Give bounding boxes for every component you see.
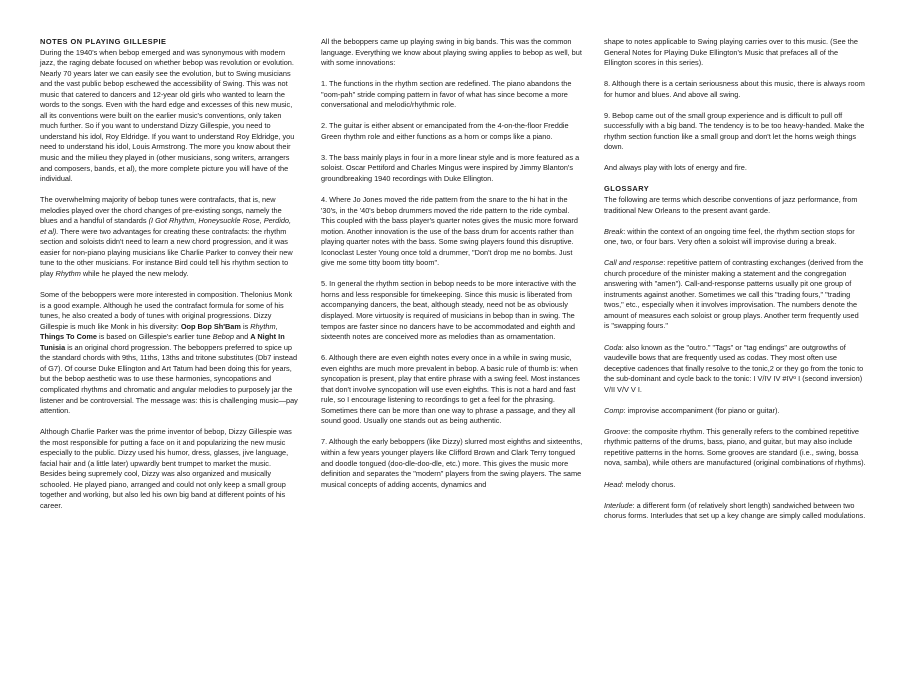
paragraph-contrafacts bbox=[40, 195, 298, 279]
glossary-definition: : within the context of an ongoing time feel, the rhythm section stops for one, two, or four bars. Very often a soloist will improvise during a break. bbox=[604, 226, 855, 247]
list-item-7-continued: shape to notes applicable to Swing playing carries over to this music. (See the General Notes for Playing Duke Ellington's Music that prefaces all of the Ellington scores in this series). bbox=[604, 37, 858, 68]
text-span: , bbox=[275, 321, 278, 331]
paragraph-parker: Although Charlie Parker was the prime inventor of bebop, Dizzy Gillespie was the most responsible for putting a face on it and popularizing the new music especially to the public. Dizzy used his humor, dress, glasses, jive language, facial hair and (a little later) upwardly bent trumpet to market the music. Besides being supremely cool, Dizzy was also organized and musically schooled. He played piano, arranged and could not only keep a small group together and working, but also led his own big band at different points of his career. bbox=[40, 427, 292, 510]
text-span: There were two advantages for creating these contrafacts: the rhythm section and soloists didn't need to learn a new chord progression, and it was easier for non-piano playing musicians like Charlie Parker to convey their new tune to the other musicians. For instance Bird could tell his rhythm section to play bbox=[40, 226, 293, 278]
glossary-term: Coda bbox=[604, 342, 622, 352]
glossary-term: Groove bbox=[604, 426, 629, 436]
list-item-3: 3. The bass mainly plays in four in a more linear style and is more featured as a soloist. Oscar Pettiford and Charles Mingus were inspired by Jimmy Blanton's groundbreaking 1940 recordings with Duke Ellington. bbox=[321, 152, 580, 183]
list-item-7: 7. Although the early beboppers (like Dizzy) slurred most eighths and sixteenths, within a few years younger players like Clifford Brown and Clark Terry tongued and doodle tongued (doo-dle-doo-dle, etc.) more. This gives the music more definition and separates the "modern" players from the swing players. The same musical concepts of adding accents, dynamics and bbox=[321, 437, 583, 489]
glossary-entry bbox=[604, 258, 866, 332]
song-title: Rhythm bbox=[250, 321, 276, 331]
glossary-heading: GLOSSARY bbox=[604, 184, 650, 194]
glossary-definition: : also known as the "outro." "Tags" or "tag endings" are outgrowths of vaudeville bows that are frequently used as codas. They most often use deceptive cadences that finally resolve to the tonic,2 or they go from the tonic to the sub-dominant and cycle back to the tonic: I V/IV IV #IVº I (second inversion) V/II V/V V I. bbox=[604, 342, 864, 394]
glossary-intro: The following are terms which describe conventions of jazz performance, from traditional New Orleans to the present avant garde. bbox=[604, 195, 858, 215]
text-span: and bbox=[233, 332, 251, 342]
list-item-5: 5. In general the rhythm section in bebop needs to be more interactive with the horns and less responsible for timekeeping. Since this music is liberated from accompanying dancers, the beat, although steady, need not be as obviously displayed. More virtuosity is required of musicians in bebop than in swing. The tempos are faster since no dancers have to be accommodated and eighth and sixteenth notes are conceived more as melodies than as ornamentation. bbox=[321, 279, 577, 342]
glossary-term: Comp bbox=[604, 405, 624, 415]
glossary-term: Head bbox=[604, 479, 622, 489]
song-title: Oop Bop Sh'Bam bbox=[180, 321, 241, 331]
glossary-definition: : repetitive pattern of contrasting exchanges (derived from the church procedure of the minister making a statement and the congregation answering with "amen"). Call-and-response patterns usually pit one group of instruments against another. Sometimes we call this "trading fours," "trading twos," etc., especially when it involves improvisation. The numbers denote the amount of measures each soloist or group plays. Another term frequently used is "swapping fours." bbox=[604, 258, 864, 331]
song-title: Rhythm bbox=[55, 268, 81, 278]
list-item-8: 8. Although there is a certain seriousness about this music, there is always room for humor and blues. And above all swing. bbox=[604, 79, 865, 99]
glossary-definition: : a different form (of relatively short length) sandwiched between two chorus forms. Interludes that set up a key change are simply called modulations. bbox=[604, 500, 866, 521]
song-title: Things To Come bbox=[40, 332, 97, 342]
song-title: Bebop bbox=[212, 332, 234, 342]
paragraph-composition bbox=[40, 290, 298, 417]
column-1 bbox=[40, 37, 298, 522]
text-span: while he played the new melody. bbox=[80, 268, 189, 278]
glossary-entry bbox=[604, 227, 866, 248]
list-item-9: 9. Bebop came out of the small group experience and is difficult to pull off successfully with a big band. The tendency is to be too heavy-handed. Make the rhythm section function like a small group and don't let the horns weigh things down. bbox=[604, 110, 865, 152]
list-item-4: 4. Where Jo Jones moved the ride pattern from the snare to the hi hat in the '30's, in the '40's bebop drummers moved the ride pattern to the ride cymbal. This coupled with the bass player's quarter notes gives the music more forward motion. Another innovation is the use of the bass drum for accents rather than playing quarter notes with the bass. Some swing players found this disruptive. Iconoclast Lester Young once told a drummer, "Don't drop me no bombs. Just give me some titty boom titty boom". bbox=[321, 195, 578, 268]
glossary-entry bbox=[604, 406, 866, 417]
text-span: is bbox=[240, 321, 251, 331]
glossary-entry bbox=[604, 343, 866, 396]
song-title: A Night In Tunisia bbox=[40, 332, 285, 352]
glossary-term: Call and response bbox=[604, 258, 664, 268]
column-2 bbox=[321, 37, 583, 501]
glossary-term: Break bbox=[604, 226, 624, 236]
text-span: is an original chord progression. The beboppers preferred to spice up the standard chords with 9ths, 11ths, 13ths and tritone substitutes (Db7 instead of G7). Of course Duke Ellington and Art Tatum had been doing this for years, but the bebop aesthetic was to use these harmonies, syncopations and complicated rhythms and chromatic and angular melodies to purposely jar the listener and be controversial. The message was: this is challenging music—pay attention. bbox=[40, 342, 298, 416]
glossary-definition: : improvise accompaniment (for piano or guitar). bbox=[623, 405, 780, 415]
text-span: Some of the beboppers were more interested in composition. Thelonius Monk is a good example. Although he used the contrafact formula for some of his tunes, he also created a body of tunes with original progressions. Dizzy Gillespie is much like Monk in his diversity: bbox=[40, 290, 293, 331]
text-span: The overwhelming majority of bebop tunes were contrafacts, that is, new melodies played over the chord changes of pre-existing songs, namely the blues and a handful of standards bbox=[40, 195, 282, 226]
paragraph-swing-intro: All the beboppers came up playing swing in big bands. This was the common language. Everything we know about playing swing applies to bebop as well, but with some innovations: bbox=[321, 37, 582, 68]
glossary-entry bbox=[604, 501, 866, 522]
glossary-definition: : the composite rhythm. This generally refers to the combined repetitive rhythmic patterns of the drums, bass, piano, and guitar, but may also include repetitive patterns in the horns. Some grooves are standard (i.e., swing, bossa nova, samba), while others are manufactured (original combinations of rhythms). bbox=[604, 426, 866, 468]
list-item-1: 1. The functions in the rhythm section are redefined. The piano abandons the "oom-pah" stride comping pattern in favor of what has since become a more conversational and melodic/rhythmic role. bbox=[321, 79, 572, 110]
text-span: is based on Gillespie's earlier tune bbox=[96, 332, 213, 342]
closing-line: And always play with lots of energy and fire. bbox=[604, 163, 747, 173]
section-heading: NOTES ON PLAYING GILLESPIE bbox=[40, 37, 167, 46]
glossary-entry bbox=[604, 427, 866, 469]
list-item-2: 2. The guitar is either absent or emancipated from the 4-on-the-floor Freddie Green rhythm role and either functions as a horn or comps like a piano. bbox=[321, 121, 569, 141]
column-3 bbox=[604, 37, 866, 532]
glossary-term: Interlude bbox=[604, 500, 633, 510]
glossary-entry bbox=[604, 480, 866, 491]
glossary-definition: : melody chorus. bbox=[621, 479, 676, 489]
paragraph-intro: During the 1940's when bebop emerged and was synonymous with modern jazz, the raging debate focused on whether bebop was revolution or evolution. Nearly 70 years later we can easily see the evolution, but to Swing musicians and the vast public bebop eschewed the accessibility of Swing. This was not music that catered to dancers and 12-year old girls who wanted to learn the words to the songs. Even with the hard edge and excesses of this new music, all its conventions were built on the earlier music's conventions, only taken much further. So if you want to understand Dizzy Gillespie, you need to understand his idol, Roy Eldridge. If you want to understand Roy Eldridge, you need to understand his idol, Louis Armstrong. The more you know about their music and the milieu they played in (other musicians, song writers, arrangers and composers, bands, et al), the more complete picture you will have of the individual. bbox=[40, 47, 295, 184]
list-item-6: 6. Although there are even eighth notes every once in a while in swing music, even eighths are much more prevalent in bebop. A basic rule of thumb is: when syncopation is present, play that entire phrase with a swing feel. Most instances that don't involve syncopation will use even eighths. This is not a hard and fast rule, so I encourage listening to recordings to get a feel for the phrasing. Sometimes there can be more than one way to phrase a passage, and they all sound good. Usually one stands out as being authentic. bbox=[321, 353, 580, 426]
song-titles: (I Got Rhythm, Honeysuckle Rose, Perdido, et al). bbox=[40, 216, 292, 236]
